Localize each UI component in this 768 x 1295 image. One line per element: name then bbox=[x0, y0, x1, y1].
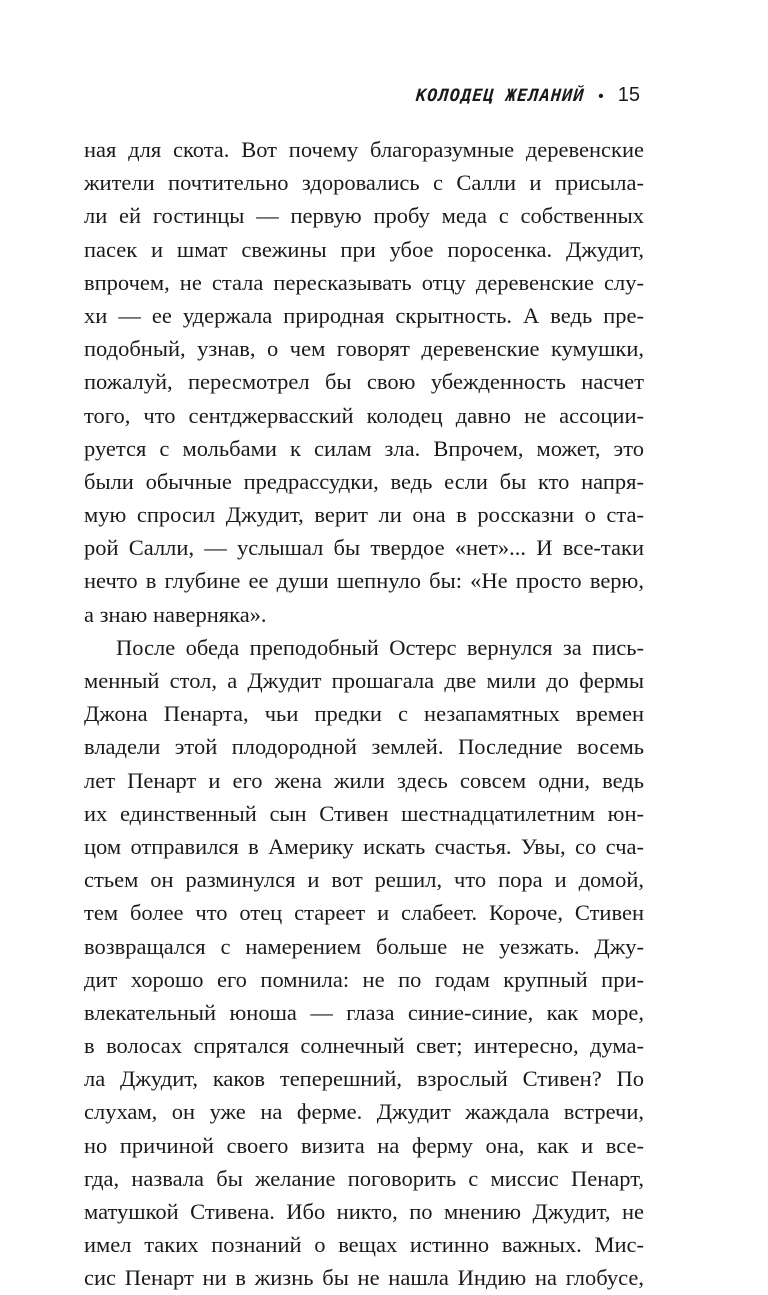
text-line: руется с мольбами к силам зла. Впрочем, может, это bbox=[84, 435, 644, 461]
text-line: гда, назвала бы желание поговорить с миссис Пенарт, bbox=[84, 1165, 644, 1191]
text-line: сис Пенарт ни в жизнь бы не нашла Индию на глобусе, bbox=[84, 1265, 644, 1291]
text-line: ная для скота. Вот почему благоразумные деревенские bbox=[84, 137, 644, 162]
text-line: впрочем, не стала пересказывать отцу деревенские слу- bbox=[84, 269, 644, 295]
text-line: цом отправился в Америку искать счастья. Увы, со сча- bbox=[84, 833, 644, 859]
text-line: возвращался с намерением больше не уезжать. Джу- bbox=[84, 933, 644, 959]
text-line: пожалуй, пересмотрел бы свою убежденность насчет bbox=[84, 369, 644, 395]
text-line: жители почтительно здоровались с Салли и присыла- bbox=[84, 170, 644, 196]
text-line: в волосах спрятался солнечный свет; интересно, дума- bbox=[84, 1033, 644, 1059]
text-line: рой Салли, — услышал бы твердое «нет»... И все-таки bbox=[84, 535, 644, 561]
header-bullet: • bbox=[598, 88, 604, 105]
text-line: того, что сентджервасский колодец давно не ассоции- bbox=[84, 402, 644, 428]
paragraph bbox=[84, 133, 644, 631]
running-header bbox=[416, 84, 640, 107]
text-line: стьем он разминулся и вот решил, что пора и домой, bbox=[84, 867, 644, 893]
text-line: были обычные предрассудки, ведь если бы кто напря- bbox=[84, 468, 644, 494]
text-line: их единственный сын Стивен шестнадцатилетним юн- bbox=[84, 800, 644, 826]
text-line: имел таких познаний о вещах истинно важных. Мис- bbox=[84, 1232, 644, 1258]
book-title: КОЛОДЕЦ ЖЕЛАНИЙ bbox=[414, 86, 585, 106]
text-line: мую спросил Джудит, верит ли она в россказни о ста- bbox=[84, 502, 644, 528]
text-line: тем более что отец стареет и слабеет. Короче, Стивен bbox=[84, 900, 644, 926]
text-line: менный стол, а Джудит прошагала две мили до фермы bbox=[84, 668, 644, 693]
text-line: подобный, узнав, о чем говорят деревенские кумушки, bbox=[84, 336, 644, 362]
text-line: хи — ее удержала природная скрытность. А ведь пре- bbox=[84, 302, 644, 328]
text-line: лет Пенарт и его жена жили здесь совсем одни, ведь bbox=[84, 767, 644, 793]
text-line: владели этой плодородной землей. Последние восемь bbox=[84, 734, 644, 760]
text-line: После обеда преподобный Остерс вернулся за пись- bbox=[116, 634, 644, 660]
text-line: но причиной своего визита на ферму она, как и все- bbox=[84, 1132, 644, 1158]
text-line: ли ей гостинцы — первую пробу меда с собственных bbox=[84, 203, 644, 229]
page-number: 15 bbox=[617, 84, 640, 106]
text-line: Джона Пенарта, чьи предки с незапамятных времен bbox=[84, 701, 644, 727]
text-line: пасек и шмат свежины при убое поросенка. Джудит, bbox=[84, 236, 644, 262]
text-line: ла Джудит, каков теперешний, взрослый Стивен? По bbox=[84, 1066, 644, 1092]
text-line: а знаю наверняка». bbox=[84, 601, 267, 627]
text-line: влекательный юноша — глаза синие-синие, как море, bbox=[84, 999, 644, 1025]
text-line: матушкой Стивена. Ибо никто, по мнению Джудит, не bbox=[84, 1199, 644, 1224]
body-text bbox=[84, 133, 644, 1295]
text-line: слухам, он уже на ферме. Джудит жаждала встречи, bbox=[84, 1099, 644, 1125]
text-line: дит хорошо его помнила: не по годам крупный при- bbox=[84, 966, 644, 992]
paragraph bbox=[84, 631, 644, 1295]
text-line: нечто в глубине ее души шепнуло бы: «Не просто верю, bbox=[84, 568, 644, 594]
